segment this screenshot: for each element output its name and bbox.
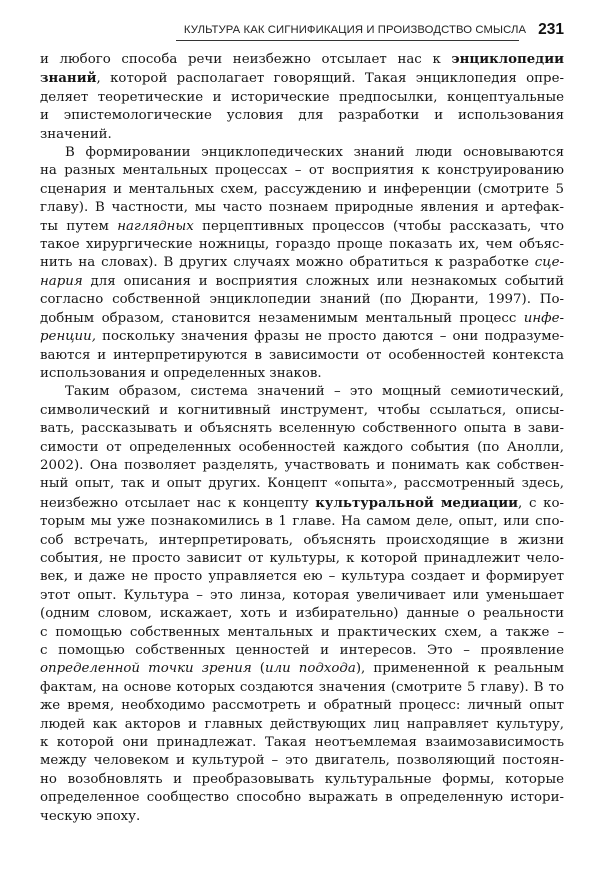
text-line [40,199,564,217]
text-line [40,383,564,401]
text-run: век, и даже не просто управляется ею – культура создает и формирует [40,569,564,585]
text-run: определенное сообщество способно выражать в определенную истори- [40,790,564,806]
text-run: соб встречать, интерпретировать, объяснять происходящие в жизни [40,532,564,548]
text-run: между человеком и культурой – это двигатель, позволяющий постоян- [40,753,564,769]
text-line [40,568,564,586]
text-line [40,734,564,752]
text-run: к которой они принадлежат. Такая неотъемлемая взаимозависимость [40,735,564,751]
text-run: ( [251,661,265,677]
text-run: сценария и ментальных схем, рассуждению и инференции (смотрите 5 [40,181,564,197]
text-line [40,144,564,162]
text-run: с помощью собственных ментальных и практических схем, а также – [40,624,564,640]
text-line [40,457,564,475]
paragraph [40,144,564,383]
text-run: поскольку значения фразы не просто даются – они подразуме- [95,329,564,345]
text-line [40,587,564,605]
text-run: этот опыт. Культура – это линза, которая увеличивает или уменьшает [40,587,564,603]
text-line [40,716,564,734]
text-line [40,789,564,807]
text-line [40,162,564,180]
italic-term: инфе- [523,310,564,326]
text-run: ты путем [40,218,118,234]
text-run: ческую эпоху. [40,808,141,824]
text-run: ваются и интерпретируются в зависимости от особенностей контекста [40,347,564,363]
text-line [40,89,564,107]
text-run: деляет теоретические и исторические предпосылки, концептуальные [40,89,564,105]
bold-term: энциклопедии [451,51,564,67]
text-run: на разных ментальных процессах – от восприятия к конструированию [40,163,564,179]
text-run: же время, необходимо рассмотреть и обратный процесс: личный опыт [40,698,564,714]
text-run: события, не просто зависит от культуры, к которой принадлежит чело- [40,550,564,566]
italic-term: наглядных [117,218,194,234]
text-run: главу). В частности, мы часто познаем природные явления и артефак- [40,200,564,216]
text-run: перцептивных процессов (чтобы рассказать, что [193,218,565,234]
text-run: и любого способа речи неизбежно отсылает нас к [40,52,452,67]
text-run: для описания и восприятия сложных или незнакомых событий [82,273,564,289]
text-line [40,771,564,789]
text-run: символический и когнитивный инструмент, чтобы ссылаться, описы- [40,402,564,418]
text-run: людей как акторов и главных действующих лиц направляет культуру, [40,716,564,732]
text-run: ный опыт, так и опыт других. Концепт «опыта», рассмотренный здесь, [40,476,564,492]
text-run: добным образом, становится незаменимым ментальный процесс [40,310,524,326]
text-line [40,273,564,291]
text-run: , которой располагает говорящий. Такая энциклопедия опре- [96,71,564,87]
text-run: использования и определенных знаков. [40,365,322,381]
text-line [40,181,564,199]
text-line [40,126,564,144]
text-line [40,605,564,623]
text-run: фактам, на основе которых создаются значения (смотрите 5 главу). В то [40,679,564,695]
text-line [40,439,564,457]
text-line [40,291,564,309]
text-line [40,310,564,328]
text-run: с помощью собственных ценностей и интересов. Это – проявление [40,643,564,658]
text-run: но возобновлять и преобразовывать культуральные формы, которые [40,771,564,787]
text-line [40,69,564,88]
text-line [40,218,564,236]
text-run: такое хирургические ножницы, гораздо проще показать их, чем объяс- [40,237,564,253]
text-run: симости от определенных особенностей каждого события (по Анолли, [40,439,564,455]
italic-term: определенной точки зрения [40,661,252,677]
text-line [40,365,564,383]
header-rule [176,40,519,41]
paragraph [40,50,564,144]
running-title: КУЛЬТУРА КАК СИГНИФИКАЦИЯ И ПРОИЗВОДСТВО СМЫСЛА [183,24,527,36]
text-line [40,697,564,715]
text-line [40,236,564,254]
text-line [40,550,564,568]
text-run: значений. [40,126,112,142]
text-line [40,420,564,438]
text-run: В формировании энциклопедических знаний люди основываются [65,145,564,161]
text-line [40,808,564,826]
page-number: 231 [538,21,564,38]
italic-term: или подхода [264,661,356,677]
text-run: торым мы уже познакомились в 1 главе. На самом деле, опыт, или спо- [40,514,564,530]
text-line [40,660,564,678]
text-run: согласно собственной энциклопедии знаний (по Дюранти, 1997). По- [40,292,564,308]
paragraph [40,383,564,826]
text-run: Таким образом, система значений – это мощный семиотический, [65,384,564,400]
text-line [40,328,564,346]
italic-term: ренции, [40,329,96,345]
text-line [40,513,564,531]
text-line [40,642,564,660]
text-line [40,402,564,420]
text-run: нить на словах). В других случаях можно обратиться к разработке [40,255,535,271]
text-line [40,679,564,697]
text-line [40,347,564,365]
text-line [40,50,564,69]
text-line [40,475,564,493]
text-run: ), примененной к реальным [355,661,564,677]
text-line [40,532,564,550]
text-run: и эпистемологические условия для разработки и использования [40,108,564,124]
text-line [40,107,564,125]
running-header [60,12,564,42]
text-run: 2002). Она позволяет разделять, участвовать и понимать как собствен- [40,457,564,473]
bold-term: знаний [40,70,97,87]
italic-term: сце- [534,255,564,271]
text-line [40,752,564,770]
text-line [40,494,564,513]
text-run: (одним словом, искажает, хоть и избирательно) данные о реальности [40,606,564,622]
bold-term: культуральной медиации [315,494,519,511]
italic-term: нария [40,273,83,289]
text-run: , с ко- [518,495,565,511]
text-line [40,624,564,642]
text-run: вать, рассказывать и объяснять вселенную собственного опыта в зави- [40,421,564,437]
body-text [40,50,564,826]
text-line [40,254,564,272]
text-run: неизбежно отсылает нас к концепту [40,495,316,511]
